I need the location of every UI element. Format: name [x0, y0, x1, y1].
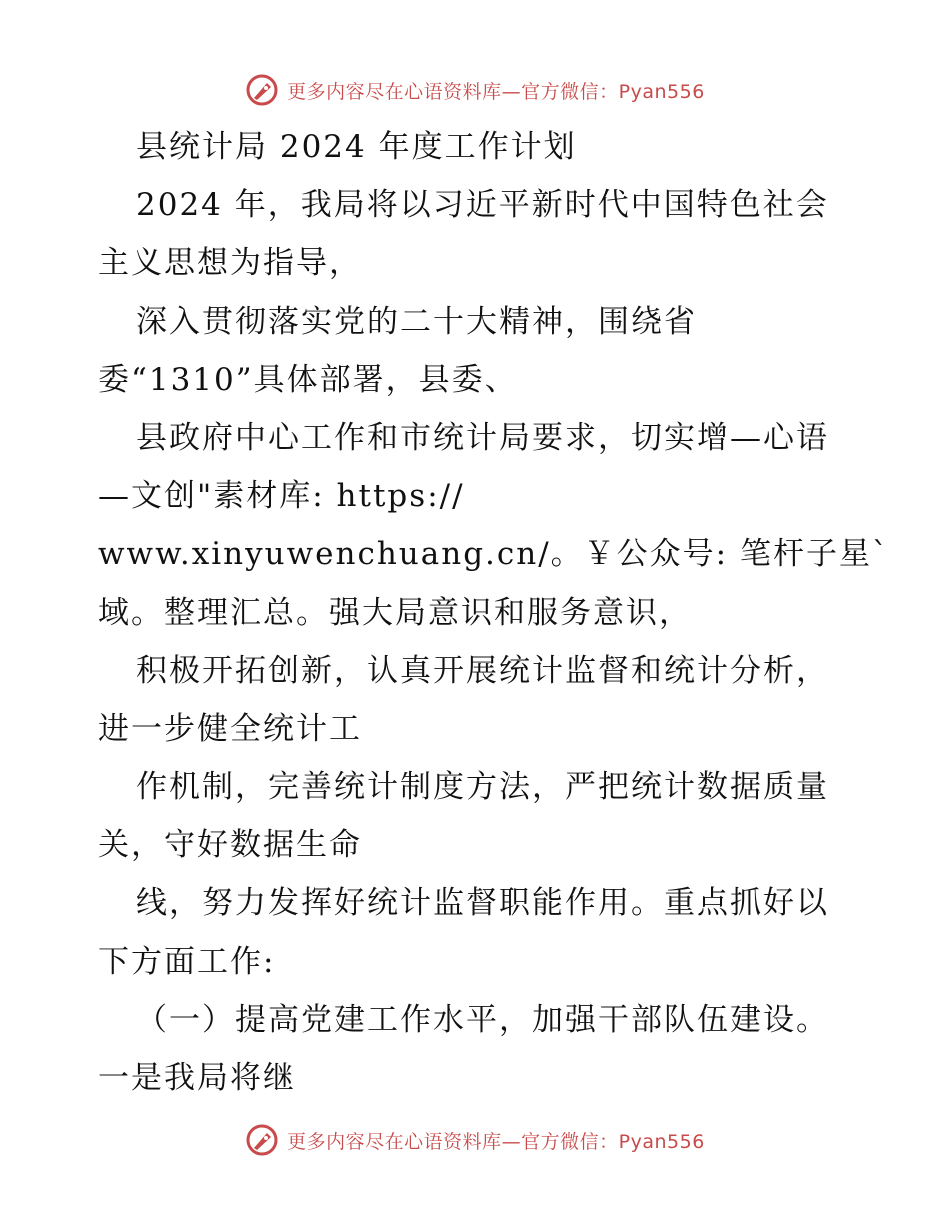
paragraph-line: 积极开拓创新，认真开展统计监督和统计分析， — [136, 652, 829, 689]
paragraph-line: 线，努力发挥好统计监督职能作用。重点抓好以 — [136, 885, 829, 922]
paragraph-line: 作机制，完善统计制度方法，严把统计数据质量 — [136, 769, 829, 806]
watermark-text: 更多内容尽在心语资料库—官方微信：Pyan556 — [287, 1130, 705, 1153]
document-title: 县统计局 2024 年度工作计划 — [136, 129, 577, 165]
pen-nib-logo-icon — [245, 73, 279, 107]
paragraph-line: 深入贯彻落实党的二十大精神，围绕省 — [136, 303, 697, 340]
paragraph-line: 进一步健全统计工 — [98, 710, 362, 747]
footer-watermark-banner — [0, 1120, 950, 1160]
paragraph-line: 下方面工作: — [98, 943, 276, 980]
paragraph-line: 委“1310”具体部署，县委、 — [98, 361, 518, 398]
section-heading-line: （一）提高党建工作水平，加强干部队伍建设。 — [136, 1001, 829, 1038]
document-body — [98, 118, 890, 1107]
paragraph-line: 关，守好数据生命 — [98, 827, 362, 864]
pen-nib-logo-icon — [245, 1123, 279, 1157]
paragraph-line: —文创"素材库: https:// — [98, 478, 465, 515]
watermark-text: 更多内容尽在心语资料库—官方微信：Pyan556 — [287, 80, 705, 103]
paragraph-line: www.xinyuwenchuang.cn/。￥公众号: 笔杆子星` — [98, 536, 890, 573]
paragraph-line: 一是我局将继 — [98, 1060, 296, 1096]
paragraph-line: 2024 年，我局将以习近平新时代中国特色社会 — [136, 187, 829, 224]
header-watermark-banner — [0, 70, 950, 110]
paragraph-line: 主义思想为指导， — [98, 245, 362, 282]
paragraph-line: 域。整理汇总。强大局意识和服务意识， — [98, 594, 692, 631]
paragraph-line: 县政府中心工作和市统计局要求，切实增—心语 — [136, 419, 829, 456]
